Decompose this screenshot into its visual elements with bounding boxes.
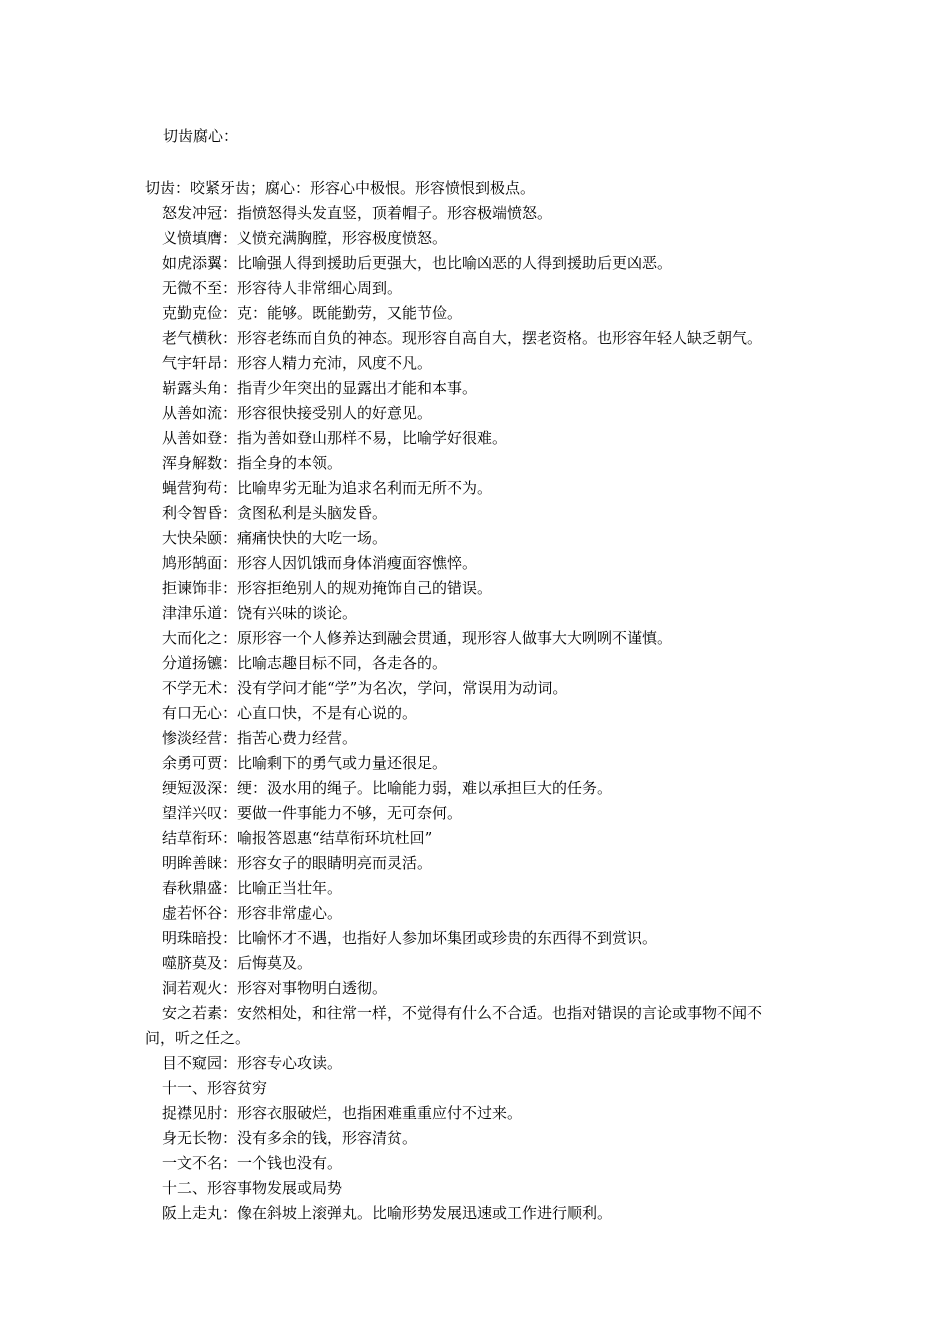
text-line: 明眸善睐：形容女子的眼睛明亮而灵活。: [162, 854, 433, 872]
text-line: 望洋兴叹：要做一件事能力不够，无可奈何。: [162, 804, 463, 822]
text-line: 怒发冲冠：指愤怒得头发直竖，顶着帽子。形容极端愤怒。: [162, 204, 553, 222]
text-line: 惨淡经营：指苦心费力经营。: [162, 729, 358, 747]
text-line: 大而化之：原形容一个人修养达到融会贯通，现形容人做事大大咧咧不谨慎。: [162, 629, 673, 647]
text-line: 不学无术：没有学问才能“学”为名次，学问，常误用为动词。: [162, 679, 568, 697]
text-line: 浑身解数：指全身的本领。: [162, 454, 343, 472]
text-line: 明珠暗投：比喻怀才不遇，也指好人参加坏集团或珍贵的东西得不到赏识。: [162, 929, 658, 947]
text-line: 捉襟见肘：形容衣服破烂，也指困难重重应付不过来。: [162, 1104, 523, 1122]
text-line: 身无长物：没有多余的钱，形容清贫。: [162, 1129, 418, 1147]
text-line: 绠短汲深：绠：汲水用的绳子。比喻能力弱，难以承担巨大的任务。: [162, 779, 613, 797]
subsection-heading: 十二、形容事物发展或局势: [162, 1179, 343, 1197]
text-line: 阪上走丸：像在斜坡上滚弹丸。比喻形势发展迅速或工作进行顺利。: [162, 1204, 613, 1222]
text-line: 津津乐道：饶有兴味的谈论。: [162, 604, 358, 622]
text-line: 义愤填膺：义愤充满胸膛，形容极度愤怒。: [162, 229, 448, 247]
text-line: 春秋鼎盛：比喻正当壮年。: [162, 879, 343, 897]
text-line: 有口无心：心直口快，不是有心说的。: [162, 704, 418, 722]
text-line: 一文不名：一个钱也没有。: [162, 1154, 343, 1172]
text-line: 无微不至：形容待人非常细心周到。: [162, 279, 403, 297]
text-line: 分道扬镳：比喻志趣目标不同，各走各的。: [162, 654, 448, 672]
text-line: 余勇可贾：比喻剩下的勇气或力量还很足。: [162, 754, 448, 772]
section-heading: 切齿腐心：: [163, 127, 239, 145]
text-line: 崭露头角：指青少年突出的显露出才能和本事。: [162, 379, 478, 397]
text-line: 切齿：咬紧牙齿；腐心：形容心中极恨。形容愤恨到极点。: [145, 179, 536, 197]
text-line: 问，听之任之。: [145, 1029, 251, 1047]
text-body: [145, 176, 825, 1226]
text-line: 洞若观火：形容对事物明白透彻。: [162, 979, 388, 997]
text-line: 目不窥园：形容专心攻读。: [162, 1054, 343, 1072]
text-line: 拒谏饰非：形容拒绝别人的规劝掩饰自己的错误。: [162, 579, 493, 597]
text-line: 噬脐莫及：后悔莫及。: [162, 954, 313, 972]
text-line: 鸠形鹄面：形容人因饥饿而身体消瘦面容憔悴。: [162, 554, 478, 572]
text-line: 如虎添翼：比喻强人得到援助后更强大，也比喻凶恶的人得到援助后更凶恶。: [162, 254, 673, 272]
text-line: 气宇轩昂：形容人精力充沛，风度不凡。: [162, 354, 433, 372]
text-line: 蝇营狗苟：比喻卑劣无耻为追求名利而无所不为。: [162, 479, 493, 497]
text-line: 利令智昏：贪图私利是头脑发昏。: [162, 504, 388, 522]
subsection-heading: 十一、形容贫穷: [162, 1079, 268, 1097]
text-line: 结草衔环：喻报答恩惠“结草衔环坑杜回”: [162, 829, 433, 847]
text-line: 老气横秋：形容老练而自负的神态。现形容自高自大，摆老资格。也形容年轻人缺乏朝气。: [162, 329, 763, 347]
text-line: 安之若素：安然相处，和往常一样，不觉得有什么不合适。也指对错误的言论或事物不闻不: [162, 1004, 763, 1022]
text-line: 克勤克俭：克：能够。既能勤劳，又能节俭。: [162, 304, 463, 322]
text-line: 大快朵颐：痛痛快快的大吃一场。: [162, 529, 388, 547]
text-line: 虚若怀谷：形容非常虚心。: [162, 904, 343, 922]
text-line: 从善如登：指为善如登山那样不易，比喻学好很难。: [162, 429, 508, 447]
text-line: 从善如流：形容很快接受别人的好意见。: [162, 404, 433, 422]
